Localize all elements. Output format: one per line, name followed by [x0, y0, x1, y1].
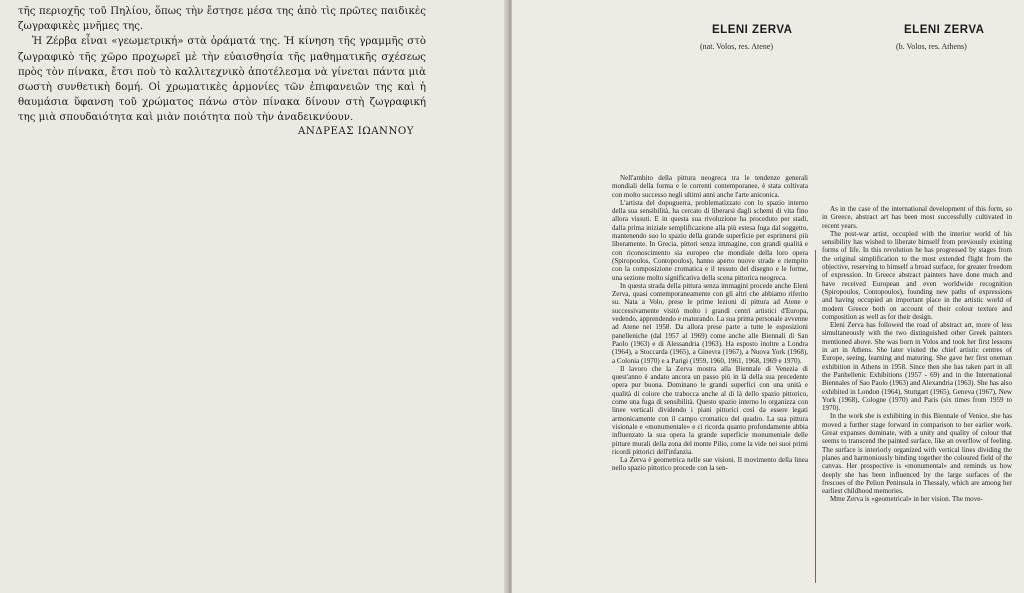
greek-paragraph: τῆς περιοχῆς τοῦ Πηλίου, ὅπως τὴν ἔστησε μέσα της ἀπὸ τὶς πρῶτες παιδικὲς ζωγραφικὲς μνῆμες της. — [18, 6, 426, 33]
english-paragraph: Eleni Zerva has followed the road of abstract art, more of less simultaneously with the two distinguished other Greek painters mentioned above. She was born in Volos and took her first lessons in art in Athens. She later visited the chief artistic centres of Europe, seeing, learning and maturing. She gave her first oneman exhibition in Athens in 1958. Since then she has taken part in all the Panhellenic Exhibitions (1957 - 69) and in the International Biennales of Sao Paolo (1963) and Alexandria (1963). She has also exhibited in London (1964), Stuttgart (1965), Geneva (1967), New York (1968), Cologne (1970) and Paris (six times from 1959 to 1970). — [822, 321, 1012, 413]
left-page — [0, 0, 508, 593]
italian-paragraph: Il lavoro che la Zerva mostra alla Biennale di Venezia di quest'anno è andato ancora un passo più in là della sua precedente opera pur buona. Dominano le grandi superfici con una unità e qualità di colore che trabocca anche al di là dello spazio pittorico, come una fuga di sensibilità. Questo spazio interno lo organizza con linee verticali dividendo i piani pittorici così da essere legati armonicamente con il campo cromatico del quadro. La sua pittura visionale e «monumentale» e ci ricorda quanto profondamente abbia influenzato la sua opera la grande superficie monumentale delle pitture murali della zona del monte Pilio, come la vide nei suoi primi ricordi pittorici dell'infanzia. — [612, 364, 808, 456]
artist-origin-english: (b. Volos, res. Athens) — [896, 42, 967, 51]
italian-paragraph: In questa strada della pittura senza immagini procede anche Eleni Zerva, quasi contemporaneamente con gli altri che abbiamo riferito su. Nata a Volo, prese le prime lezioni di pittura ad Atene e successivamente visitò molto i grandi centri artistici d'Europa, vedendo, apprendendo e maturando. La sua prima personale avvenne ad Atene nel 1958. Da allora prese parte a tutte le esposizioni panelleniche (dal 1957 al 1969) come anche alle Biennali di San Paolo (1963) e di Alessandria (1963). Ha esposto inoltre a Londra (1964), a Stoccarda (1965), a Ginevra (1967), a Nuova York (1968), a Colonia (1970) e a Parigi (1959, 1960, 1961, 1968, 1969 e 1970). — [612, 281, 808, 365]
english-paragraph: Mme Zerva is «geometrical» in her vision. The move- — [830, 495, 983, 504]
column-divider — [815, 250, 816, 583]
english-text-column — [822, 205, 1012, 504]
english-paragraph: The post-war artist, occupied with the interior world of his sensibility has wished to liberate himself from previously existing forms of life. In this revolution he has progressed by stages from the original simplification to the most extended flight from the objective, reserving to himself a broad surface, for greater freedom of expression. In Greece abstract painters have done much and have received European and even worldwide recognition (Spiropoulos, Contopoulos), founding new paths of expressions and having occupied an important place in the artistic world of modern Greece both on account of their colour texture and composition as well as for their design. — [822, 229, 1012, 321]
greek-text-block — [18, 4, 426, 126]
italian-paragraph: Nell'ambito della pittura neogreca tra le tendenze generali mondiali della forma e le correnti contemporanee, è stata coltivata con molto successo negli ultimi anni anche l'arte aniconica. — [612, 174, 808, 199]
author-signature: ΑΝΔΡΕΑΣ ΙΩΑΝΝΟΥ — [298, 126, 414, 137]
italian-paragraph: L'artista del dopoguerra, problematizzato con lo spazio interno della sua sensibilità, ha cercato di liberarsi dagli schemi di vita fino allora vissuti. E in questa sua rivoluzione ha proceduto per stadi, dalla prima iniziale semplificazione alla più estesa fuga dal soggetto, mantenendo suo lo spazio della grande superficie per esprimersi più liberamente. In Grecia, pittori senza immagine, con grandi qualità e con riconoscimento sia europeo che mondiale della loro opera (Spiropoulos, Contopoulos), hanno aperto nuove strade e riempito con la composizione cromatica e il tessuto del disegno e le forme, una sezione molto significativa della scena pittorica neogreca. — [612, 198, 808, 282]
greek-paragraph: Ἡ Ζέρβα εἶναι «γεωμετρική» στὰ ὁράματά της. Ἡ κίνηση τῆς γραμμῆς στὸ ζωγραφικὸ τῆς χῶρο προχωρεῖ μὲ τὴν εὐαισθησία τῆς μαθηματικῆς σχέσεως πρὸς τὸν πίνακα, ἔτσι ποὺ τὸ καλλιτεχνικὸ ἀποτέλεσμα νὰ γίνεται πάντα μιὰ σωστὴ συνθετικὴ δομή. Οἱ χρωματικὲς ἁρμονίες τῶν ἐπιφανειῶν της καὶ ἡ θαυμάσια ὕφανση τοῦ χρώματος πάνω στὸν πίνακα δίνουν στὴ ζωγραφική της μιὰ σπουδαιότητα καὶ μιὰν ποιότητα ποὺ τὴν ἀναδεικνύουν. — [18, 36, 426, 124]
artist-name-italian: ELENI ZERVA — [712, 24, 793, 36]
artist-name-english: ELENI ZERVA — [904, 24, 985, 36]
italian-text-column — [612, 174, 808, 473]
english-paragraph: As in the case of the international development of this form, so in Greece, abstract art has been most successfully cultivated in recent years. — [822, 205, 1012, 230]
italian-paragraph: La Zerva è geometrica nelle sue visioni. Il movimento della linea nello spazio pittorico procede con la sen- — [612, 456, 808, 473]
artist-origin-italian: (nat. Volos, res. Atene) — [700, 42, 774, 51]
english-paragraph: In the work she is exhibiting in this Biennale of Venice, she has moved a further stage forward in comparison to her earlier work. Great expanses dominate, with a unity and quality of colour that seems to transcend the painted surface, like an overflow of feeling. The surface is interiorly organized with vertical lines dividing the planes and harmoniously binding together the coloured field of the canvas. Her prospective is «monumental» and reminds us how deeply she has been influenced by the large surfaces of the frescoes of the Pelion Peninsula in Thessaly, which are among her earliest childhood memories. — [822, 412, 1012, 496]
